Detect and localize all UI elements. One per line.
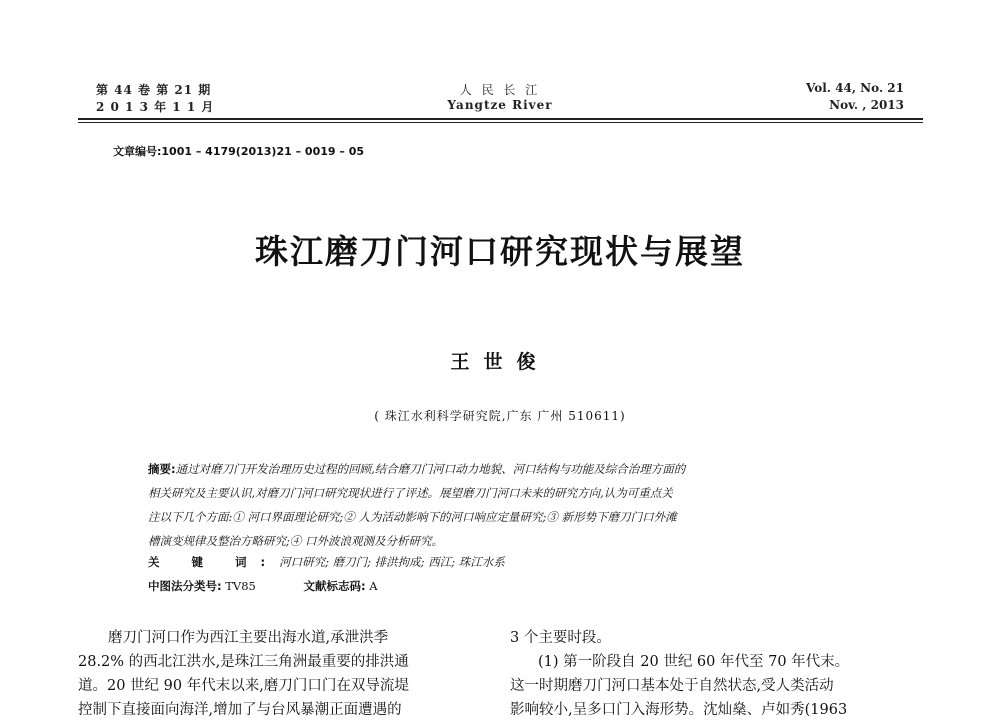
body-line: 3 个主要时段。 [510,630,611,646]
author-name: 王世俊 [450,351,550,373]
abstract-line: 注以下几个方面:① 河口界面理论研究;② 人为活动影响下的河口响应定量研究;③ 新形势下磨刀门口外滩 [148,510,677,524]
journal-volume-issue: 第 44 卷 第 21 期 [96,83,212,97]
body-left-column [78,626,488,722]
body-line: 28.2% 的西北江洪水,是珠江三角洲最重要的排洪通 [78,654,409,670]
classification [148,578,378,594]
doc-code-value: A [369,579,378,593]
abstract-line: 通过对磨刀门开发治理历史过程的回顾,结合磨刀门河口动力地貌、河口结构与功能及综合治理方面的 [175,462,686,476]
author-affiliation: ( 珠江水利科学研究院,广东 广州 510611) [374,409,626,423]
body-line: 影响较小,呈多口门入海形势。沈灿燊、卢如秀(1963 [510,702,848,718]
article-number: 文章编号:1001 – 4179(2013)21 – 0019 – 05 [113,145,365,158]
body-line: (1) 第一阶段自 20 世纪 60 年代至 70 年代末。 [538,654,850,670]
abstract [148,457,860,553]
journal-name-cn: 人 民 长 江 [459,83,541,97]
journal-date: 2 0 1 3 年 1 1 月 [96,100,215,114]
abstract-line: 槽演变规律及整治方略研究;④ 口外波浪观测及分析研究。 [148,534,444,548]
header-rule-thin [78,122,923,123]
body-right-column [510,626,930,722]
keywords-text: 河口研究; 磨刀门; 排洪拘成; 西江; 珠江水系 [279,555,505,569]
clc-label: 中图法分类号: [148,579,222,593]
doc-code-label: 文献标志码: [303,579,366,593]
journal-volume-en: Vol. 44, No. 21 [806,81,904,95]
body-line: 道。20 世纪 90 年代末以来,磨刀门口门在双导流堤 [78,678,409,694]
keywords [148,554,505,570]
header-rule-thick [78,118,923,120]
keywords-label: 关 键 词: [148,555,280,569]
body-line: 磨刀门河口作为西江主要出海水道,承泄洪季 [108,630,389,646]
paper-title: 珠江磨刀门河口研究现状与展望 [255,232,745,271]
clc-value: TV85 [225,579,256,593]
abstract-line: 相关研究及主要认识,对磨刀门河口研究现状进行了评述。展望磨刀门河口未来的研究方向,认为可重点关 [148,486,673,500]
journal-name-en: Yangtze River [447,98,553,112]
body-line: 这一时期磨刀门河口基本处于自然状态,受人类活动 [510,678,834,694]
abstract-label: 摘要: [148,462,176,476]
body-line: 控制下直接面向海洋,增加了与台风暴潮正面遭遇的 [78,702,402,718]
journal-date-en: Nov. , 2013 [829,98,904,112]
